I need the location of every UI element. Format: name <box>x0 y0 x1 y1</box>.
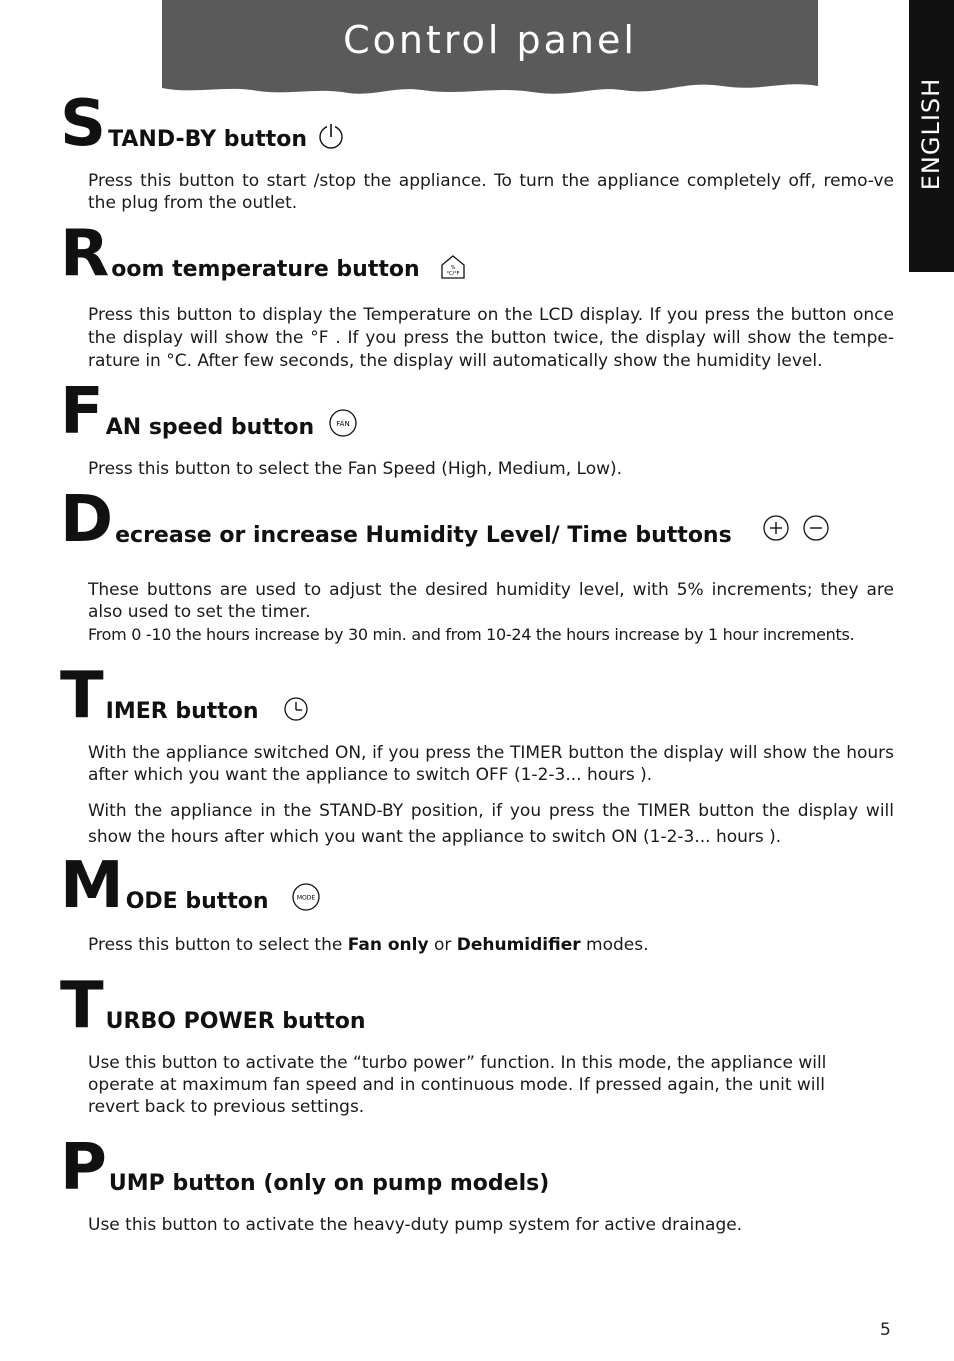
heading-text: UMP button (only on pump models) <box>108 1170 550 1196</box>
humidity-time-description: These buttons are used to adjust the desired humidity level, with 5% increments; they are also used to set the timer. <box>88 580 894 622</box>
heading-standby <box>60 87 345 161</box>
heading-text: IMER button <box>105 698 259 724</box>
dehumidifier-label: Dehumidifier <box>456 935 581 955</box>
fan-speed-description: Press this button to select the Fan Speed (High, Medium, Low). <box>88 459 623 479</box>
minus-icon <box>802 514 830 546</box>
page-number: 5 <box>880 1320 891 1340</box>
heading-turbo-power <box>60 969 366 1043</box>
fan-button-icon <box>328 408 358 442</box>
timer-description-on: With the appliance switched ON, if you press the TIMER button the display will show the hours after which you want the appliance to switch OFF (1-2-3... hours ). <box>88 743 894 785</box>
heading-fan-speed <box>60 375 358 449</box>
svg-text:°C/°F: °C/°F <box>446 270 460 277</box>
heading-mode <box>60 849 321 923</box>
pump-description: Use this button to activate the heavy-duty pump system for active drainage. <box>88 1215 743 1235</box>
heading-text: oom temperature button <box>111 256 420 282</box>
drop-cap: P <box>60 1131 107 1205</box>
drop-cap: R <box>60 217 110 291</box>
language-tab <box>909 0 954 272</box>
drop-cap: S <box>60 87 107 161</box>
header-banner <box>162 0 818 98</box>
heading-text: ODE button <box>125 888 269 914</box>
heading-room-temperature <box>60 217 466 291</box>
language-label: ENGLISH <box>917 77 946 191</box>
drop-cap: D <box>60 483 114 557</box>
svg-text:FAN: FAN <box>336 419 350 428</box>
heading-text: URBO POWER button <box>105 1008 366 1034</box>
turbo-power-description: Use this button to activate the “turbo power” function. In this mode, the appliance will operate at maximum fan speed and in continuous mode. If pressed again, the unit will revert back to previous settings. <box>88 1053 827 1117</box>
mode-description: Press this button to select the Fan only or Dehumidifier modes. <box>88 935 649 955</box>
fan-only-label: Fan only <box>347 935 429 955</box>
heading-pump <box>60 1131 550 1205</box>
heading-text: ecrease or increase Humidity Level/ Time buttons <box>115 522 732 548</box>
svg-text:MODE: MODE <box>296 894 315 902</box>
heading-humidity-time <box>60 483 830 557</box>
clock-icon <box>283 696 309 726</box>
heading-timer <box>60 659 309 733</box>
standby-description: Press this button to start /stop the appliance. To turn the appliance completely off, remo-ve the plug from the outlet. <box>88 171 894 213</box>
house-thermometer-icon <box>440 254 466 284</box>
drop-cap: M <box>60 849 124 923</box>
timer-description-standby: With the appliance in the STAND-BY position, if you press the TIMER button the display will show the hours after which you want the appliance to switch ON (1-2-3... hours ). <box>88 801 894 847</box>
drop-cap: F <box>60 375 104 449</box>
page-title: Control panel <box>343 18 637 62</box>
svg-text:%: % <box>450 264 456 271</box>
plus-icon <box>762 514 790 546</box>
drop-cap: T <box>60 969 104 1043</box>
room-temperature-description: Press this button to display the Temperature on the LCD display. If you press the button once the display will show the °F . If you press the button twice, the display will show the tempe-rature in °C. After few seconds, the display will automatically show the humidity level. <box>88 305 894 371</box>
power-icon <box>317 122 345 154</box>
heading-text: AN speed button <box>105 414 315 440</box>
humidity-time-increments: From 0 -10 the hours increase by 30 min. and from 10-24 the hours increase by 1 hour increments. <box>88 625 855 644</box>
mode-button-icon <box>291 882 321 916</box>
heading-text: TAND-BY button <box>108 126 308 152</box>
drop-cap: T <box>60 659 104 733</box>
